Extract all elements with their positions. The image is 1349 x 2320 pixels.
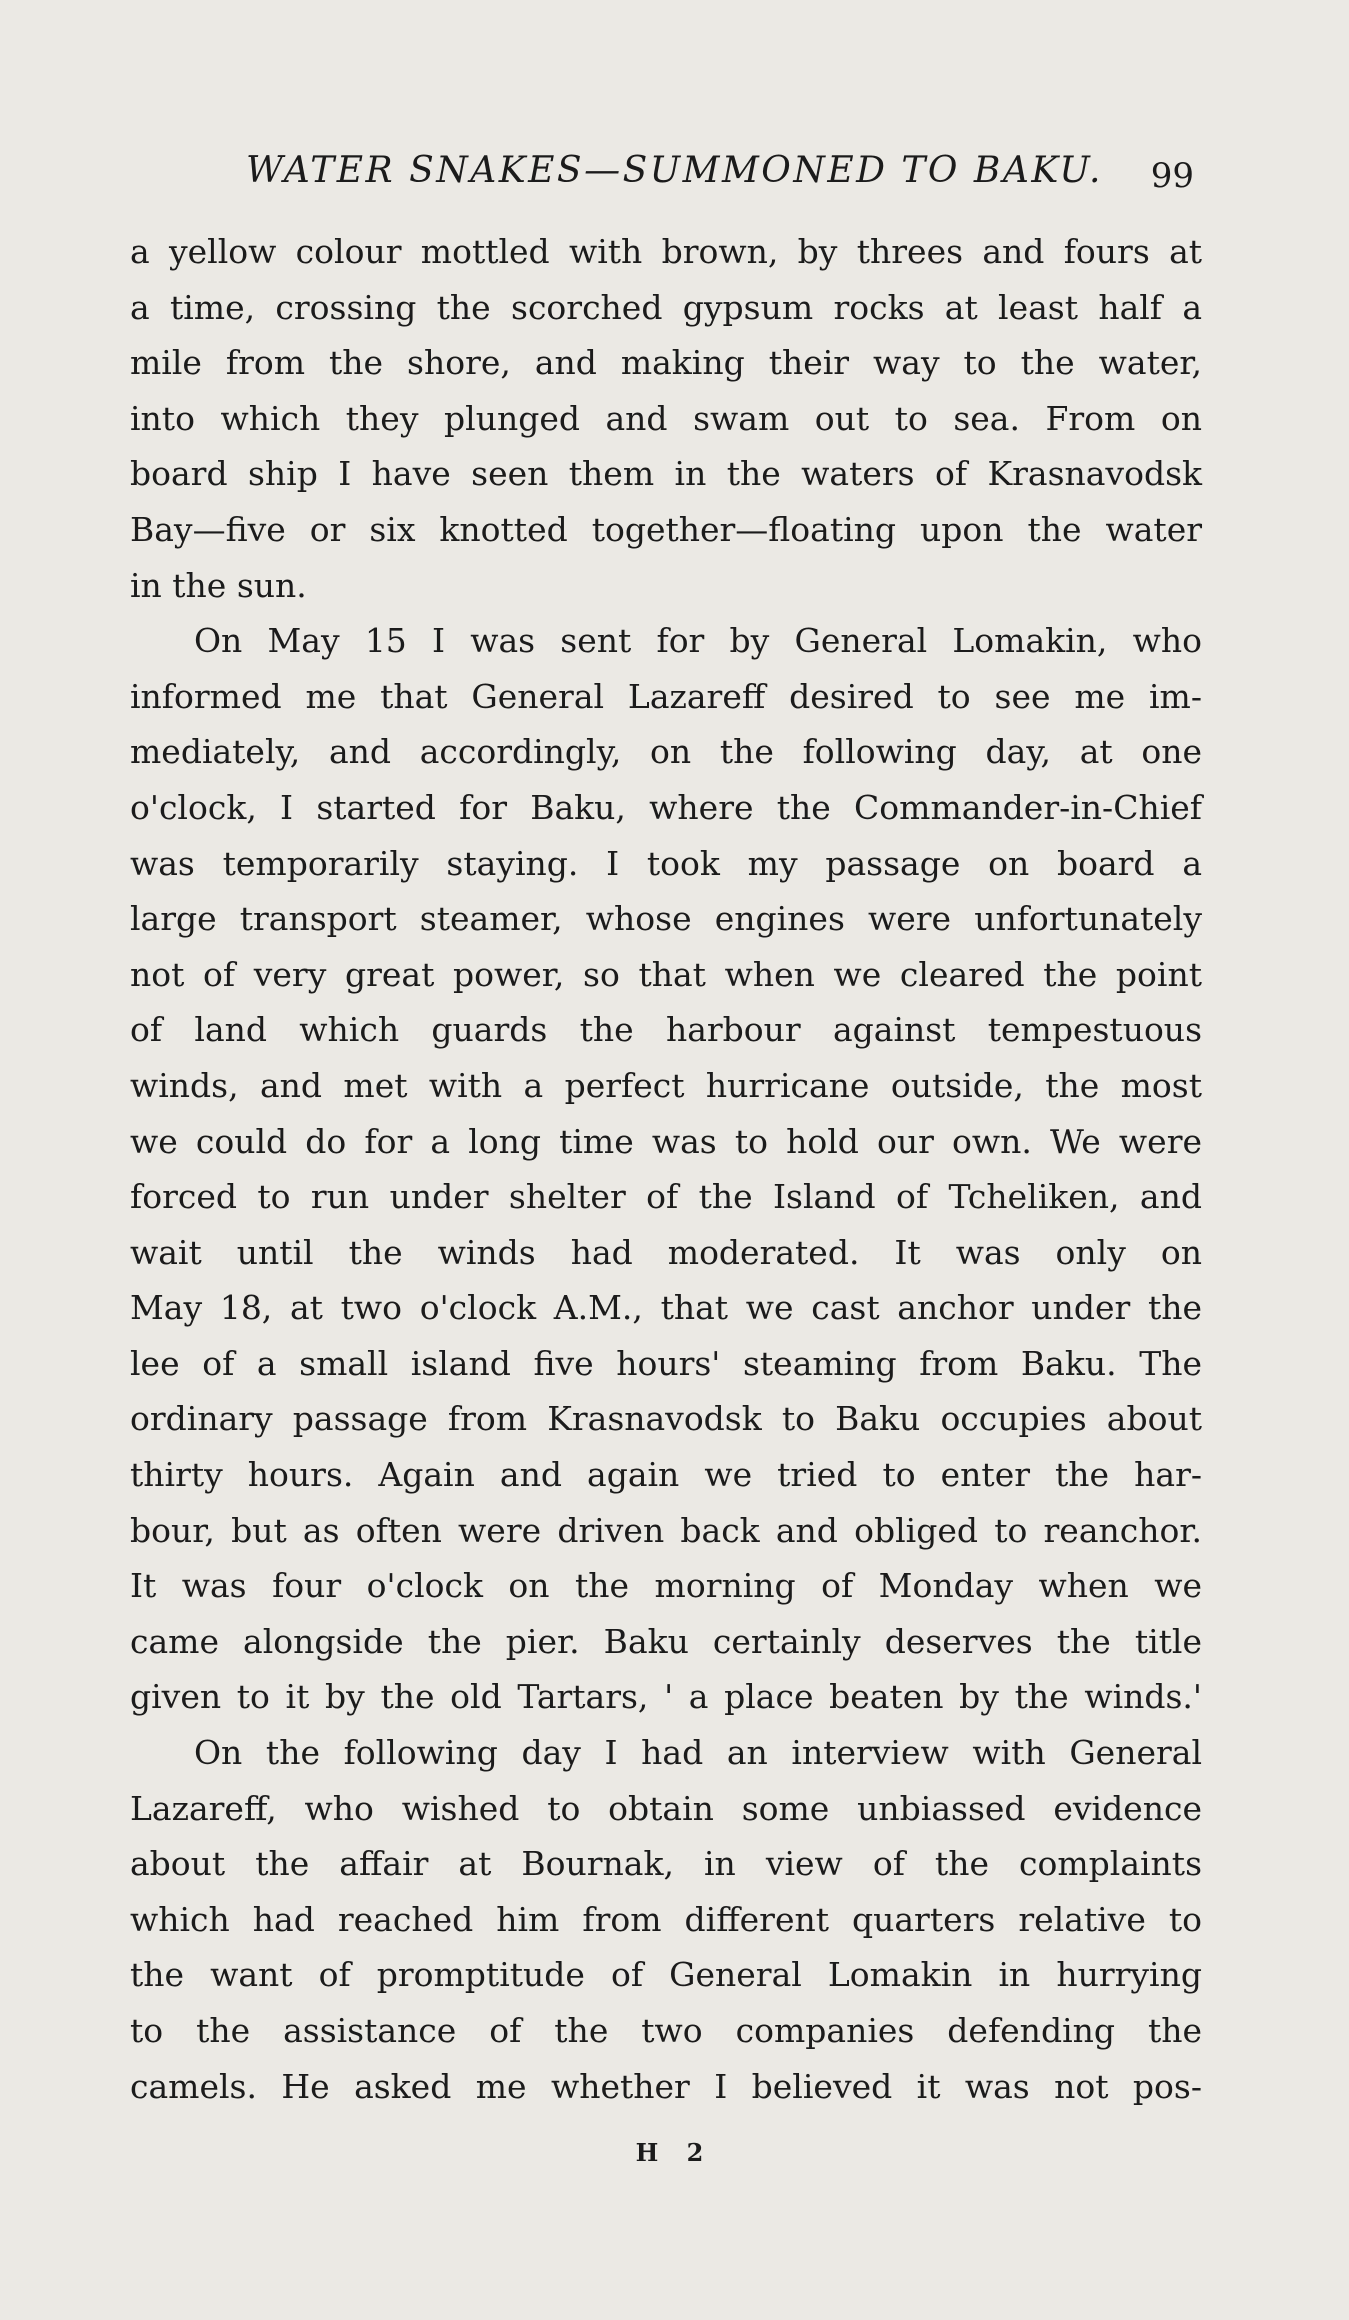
text-line: mediately, and accordingly, on the following day, at one xyxy=(130,732,1202,772)
text-line: wait until the winds had moderated. It was only on xyxy=(130,1232,1202,1272)
text-line: Bay—five or six knotted together—floating upon the water xyxy=(130,509,1202,549)
text-line: was temporarily staying. I took my passage on board a xyxy=(130,843,1202,883)
text-line: winds, and met with a perfect hurricane outside, the most xyxy=(130,1065,1202,1105)
text-line: in the sun. xyxy=(130,565,307,605)
text-line: thirty hours. Again and again we tried to enter the har- xyxy=(130,1455,1202,1495)
text-line: of land which guards the harbour against tempestuous xyxy=(130,1010,1202,1050)
text-line: May 18, at two o'clock A.M., that we cast anchor under the xyxy=(130,1288,1202,1328)
text-line: It was four o'clock on the morning of Monday when we xyxy=(130,1566,1202,1606)
text-line: large transport steamer, whose engines were unfortunately xyxy=(130,899,1202,939)
text-line: which had reached him from different quarters relative to xyxy=(130,1899,1202,1939)
text-line: about the affair at Bournak, in view of the complaints xyxy=(130,1844,1202,1884)
text-line: On the following day I had an interview with General xyxy=(194,1733,1202,1773)
text-line: not of very great power, so that when we cleared the point xyxy=(130,954,1202,994)
text-line: camels. He asked me whether I believed it was not pos- xyxy=(130,2066,1202,2106)
text-line: mile from the shore, and making their way to the water, xyxy=(130,343,1202,383)
text-line: forced to run under shelter of the Island of Tcheliken, and xyxy=(130,1177,1202,1217)
text-line: Lazareff, who wished to obtain some unbiassed evidence xyxy=(130,1788,1202,1828)
text-line: came alongside the pier. Baku certainly deserves the title xyxy=(130,1621,1202,1661)
text-line: the want of promptitude of General Lomakin in hurrying xyxy=(130,1955,1202,1995)
body-text xyxy=(130,224,1202,2114)
text-line: we could do for a long time was to hold our own. We were xyxy=(130,1121,1202,1161)
text-line: into which they plunged and swam out to sea. From on xyxy=(130,398,1202,438)
text-line: given to it by the old Tartars, ' a place beaten by the winds.' xyxy=(130,1677,1202,1717)
printer-signature: H 2 xyxy=(635,2138,714,2167)
running-head xyxy=(246,146,1194,206)
text-line: board ship I have seen them in the waters of Krasnavodsk xyxy=(130,454,1202,494)
text-line: o'clock, I started for Baku, where the Commander-in-Chief xyxy=(130,787,1202,827)
text-line: a time, crossing the scorched gypsum rocks at least half a xyxy=(130,287,1202,327)
page-number: 99 xyxy=(1150,156,1194,196)
running-title: WATER SNAKES—SUMMONED TO BAKU. xyxy=(246,150,1103,191)
text-line: lee of a small island five hours' steaming from Baku. The xyxy=(130,1343,1202,1383)
text-line: bour, but as often were driven back and obliged to reanchor. xyxy=(130,1510,1202,1550)
text-line: to the assistance of the two companies defending the xyxy=(130,2011,1202,2050)
text-line: a yellow colour mottled with brown, by threes and fours at xyxy=(130,232,1202,271)
text-line: informed me that General Lazareff desired to see me im- xyxy=(130,676,1202,716)
text-line: ordinary passage from Krasnavodsk to Baku occupies about xyxy=(130,1399,1202,1439)
text-line: On May 15 I was sent for by General Lomakin, who xyxy=(194,621,1202,661)
